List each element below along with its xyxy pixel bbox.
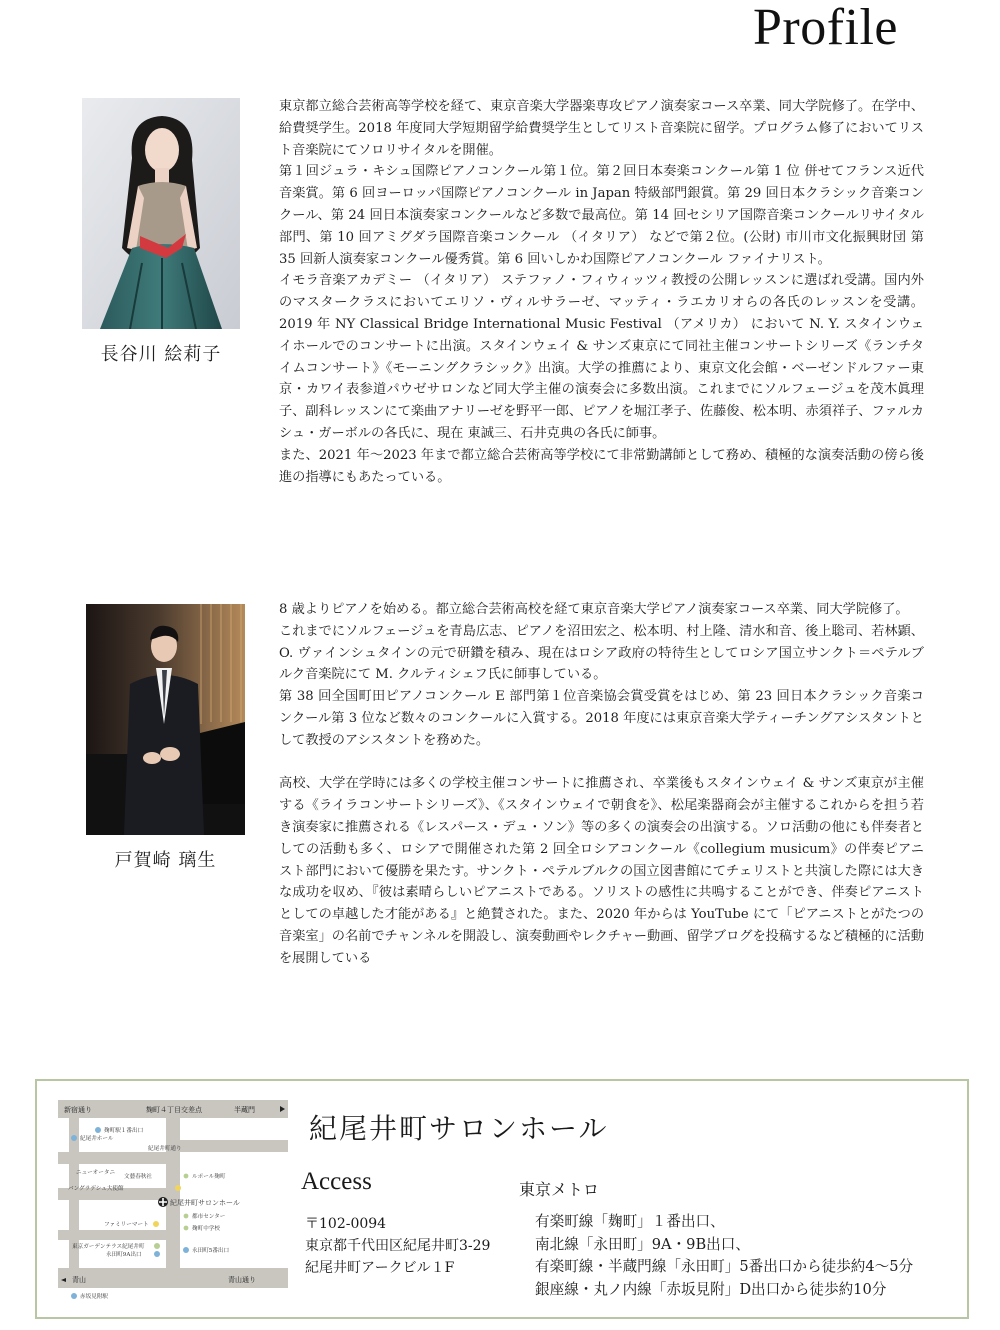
metro-directions (535, 1211, 913, 1301)
map-station-marker (154, 1251, 160, 1257)
bio-paragraph: 第１回ジュラ・キシュ国際ピアノコンクール第１位。第２回日本奏楽コンクール第 1 位 併せてフランス近代音楽賞。第 6 回ヨーロッパ国際ピアノコンクール in Japan 特級部門銀賞。第 29 回日本クラシック音楽コンクール、第 24 回日本演奏家コンクールなど多数で最高位。第 14 回セシリア国際音楽コンクールリサイタル部門、第 10 回アミグダラ国際音楽コンクール （イタリア） などで第２位。(公財) 市川市文化振興財団 第 35 回新人演奏家コンクール優秀賞。第 6 回いしかわ国際ピアノコンクール ファイナリスト。 (279, 164, 924, 267)
map-place-label: ファミリーマート (104, 1222, 149, 1228)
map-place-label: ルポール麹町 (192, 1174, 226, 1180)
map-station-marker (71, 1293, 77, 1299)
map-place-label: 紀尾井ホール (80, 1136, 114, 1142)
bio-paragraph: 第 38 回全国町田ピアノコンクール E 部門第１位音楽協会賞受賞をはじめ、第 23 回日本クラシック音楽コンクール第 3 位など数々のコンクールに入賞する。2018 年度には東京音楽大学ティーチングアシスタントとして教授のアシスタントを務めた。 (279, 689, 924, 748)
metro-line: 銀座線・丸ノ内線「赤坂見附」D出口から徒歩約10分 (535, 1280, 887, 1298)
map-station-marker (95, 1127, 101, 1133)
map-street-label: 新宿通り (64, 1106, 92, 1114)
map-landmark-marker (184, 1226, 189, 1231)
map-street-label: 麹町４丁目交差点 (146, 1106, 202, 1114)
access-heading: Access (301, 1168, 372, 1195)
bio-paragraph: 高校、大学在学時には多くの学校主催コンサートに推薦され、卒業後もスタインウェイ & サンズ東京が主催する《ライラコンサートシリーズ》、《スタインウェイで朝食を》、松尾楽器商会が主催するこれからを担う若き演奏家に推薦される《レスパース・デュ・ソン》等の多くの演奏会の出演する。ソロ活動の他にも伴奏者としての活動も多く、ロシアで開催された第 2 回全ロシアコンクール《collegium musicum》の伴奏ピアニスト部門において優勝を果たす。サンクト・ペテルブルクの国立図書館にてチェリストと共演した際には大きな成功を収め、『彼は素晴らしいピアニストである。ソリストの感性に共鳴することができ、伴奏ピアニストとしての卓越した才能がある』と絶賛された。また、2020 年からは YouTube にて「ピアニストとがたつの音楽室」の名前でチャンネルを開設し、演奏動画やレクチャー動画、留学ブログを投稿するなど積極的に活動を展開している (279, 776, 924, 966)
map-place-label: 麹町中学校 (192, 1226, 220, 1232)
bio-paragraph: また、2021 年～2023 年まで都立総合芸術高等学校にて非常勤講師として務め、積極的な演奏活動の傍ら後進の指導にもあたっている。 (279, 447, 924, 485)
map-street-label: 半蔵門 (234, 1106, 255, 1114)
performer-bio-2 (279, 599, 924, 970)
map-street (180, 1140, 288, 1152)
access-map (58, 1100, 288, 1304)
map-place-label: 赤坂見附駅 (80, 1294, 108, 1300)
map-street-label: 青山 (72, 1276, 86, 1284)
bio-paragraph: 東京都立総合芸術高等学校を経て、東京音楽大学器楽専攻ピアノ演奏家コース卒業、同大学院修了。在学中、給費奨学生。2018 年度同大学短期留学給費奨学生としてリスト音楽院に留学。プログラム修了においてリスト音楽院にてソロリサイタルを開催。 (279, 99, 924, 158)
performer-name-2: 戸賀崎 璃生 (114, 850, 217, 871)
map-street-label: 青山通り (228, 1276, 256, 1284)
address-line: 紀尾井町アークビル１F (305, 1260, 455, 1276)
performer-photo-2 (86, 604, 245, 835)
map-place-label: 麹町駅１番出口 (104, 1128, 144, 1134)
map-landmark-marker (184, 1214, 189, 1219)
map-place-label: 文藝春秋社 (124, 1174, 152, 1180)
map-place-label: ニューオータニ (76, 1170, 116, 1176)
map-venue-label: 紀尾井町サロンホール (170, 1199, 240, 1207)
metro-heading: 東京メトロ (519, 1180, 600, 1199)
venue-name: 紀尾井町サロンホール (309, 1112, 609, 1145)
bio-paragraph: これまでにソルフェージュを青島広志、ピアノを沼田宏之、松本明、村上隆、清水和音、後上聡司、若林顕、O. ヴァインシュタインの元で研鑽を積み、現在はロシア政府の特待生としてロシア国立サンクト＝ペテルブルク音楽院にて M. クルティシェフ氏に師事している。 (279, 623, 924, 683)
map-place-label: 紀尾井町通り (148, 1146, 182, 1152)
bio-paragraph: 8 歳よりピアノを始める。都立総合芸術高校を経て東京音楽大学ピアノ演奏家コース卒業、同大学院修了。 (279, 602, 909, 617)
performer-name-1: 長谷川 絵莉子 (100, 344, 222, 365)
map-landmark-marker (184, 1174, 189, 1179)
postal-code: 〒102-0094 (305, 1216, 387, 1232)
bio-paragraph: イモラ音楽アカデミー （イタリア） ステファノ・フィウィッツィ教授の公開レッスンに選ばれ受講。国内外のマスタークラスにおいてエリソ・ヴィルサラーゼ、マッティ・ラエカリオらの各氏のレッスンを受講。2019 年 NY Classical Bridge International Music Festival （アメリカ） において N. Y. スタインウェイホールでのコンサートに出演。スタインウェイ & サンズ東京にて同社主催コンサートシリーズ《ランチタイムコンサート》《モーニングクラシック》出演。大学の推薦により、東京文化会館・ベーゼンドルファー東京・カワイ表参道パウゼサロンなど同大学主催の演奏会に多数出演。これまでにソルフェージュを茂木眞理子、副科レッスンにて楽曲アナリーゼを野平一郎、ピアノを堀江孝子、佐藤俊、松本明、赤須祥子、ファルカシュ・ガーボルの各氏に、現在 東誠三、石井克典の各氏に師事。 (279, 273, 924, 441)
map-landmark-marker (175, 1185, 181, 1191)
map-landmark-marker (153, 1221, 159, 1227)
metro-line: 南北線「永田町」9A・9B出口、 (535, 1235, 750, 1253)
address-line: 東京都千代田区紀尾井町3-29 (305, 1238, 491, 1254)
map-street (166, 1100, 180, 1288)
performer-bio-1 (279, 96, 924, 488)
metro-line: 有楽町線「麹町」１番出口、 (535, 1213, 725, 1230)
venue-info-box (35, 1079, 969, 1319)
map-station-marker (71, 1135, 77, 1141)
map-place-label: 永田町9A出口 (106, 1252, 142, 1258)
map-place-label: 東京ガーデンテラス紀尾井町 (72, 1244, 145, 1250)
map-landmark-marker (154, 1243, 160, 1249)
venue-address (305, 1213, 490, 1279)
map-place-label: 都市センター (192, 1214, 226, 1220)
map-place-label: バングラデシュ大使館 (68, 1186, 124, 1192)
metro-line: 有楽町線・半蔵門線「永田町」5番出口から徒歩約4～5分 (535, 1258, 914, 1275)
map-station-marker (183, 1247, 189, 1253)
paragraph-gap (279, 752, 924, 774)
page-title: Profile (752, 0, 898, 56)
map-place-label: 永田町5番出口 (192, 1248, 230, 1254)
performer-photo-1 (82, 98, 240, 329)
